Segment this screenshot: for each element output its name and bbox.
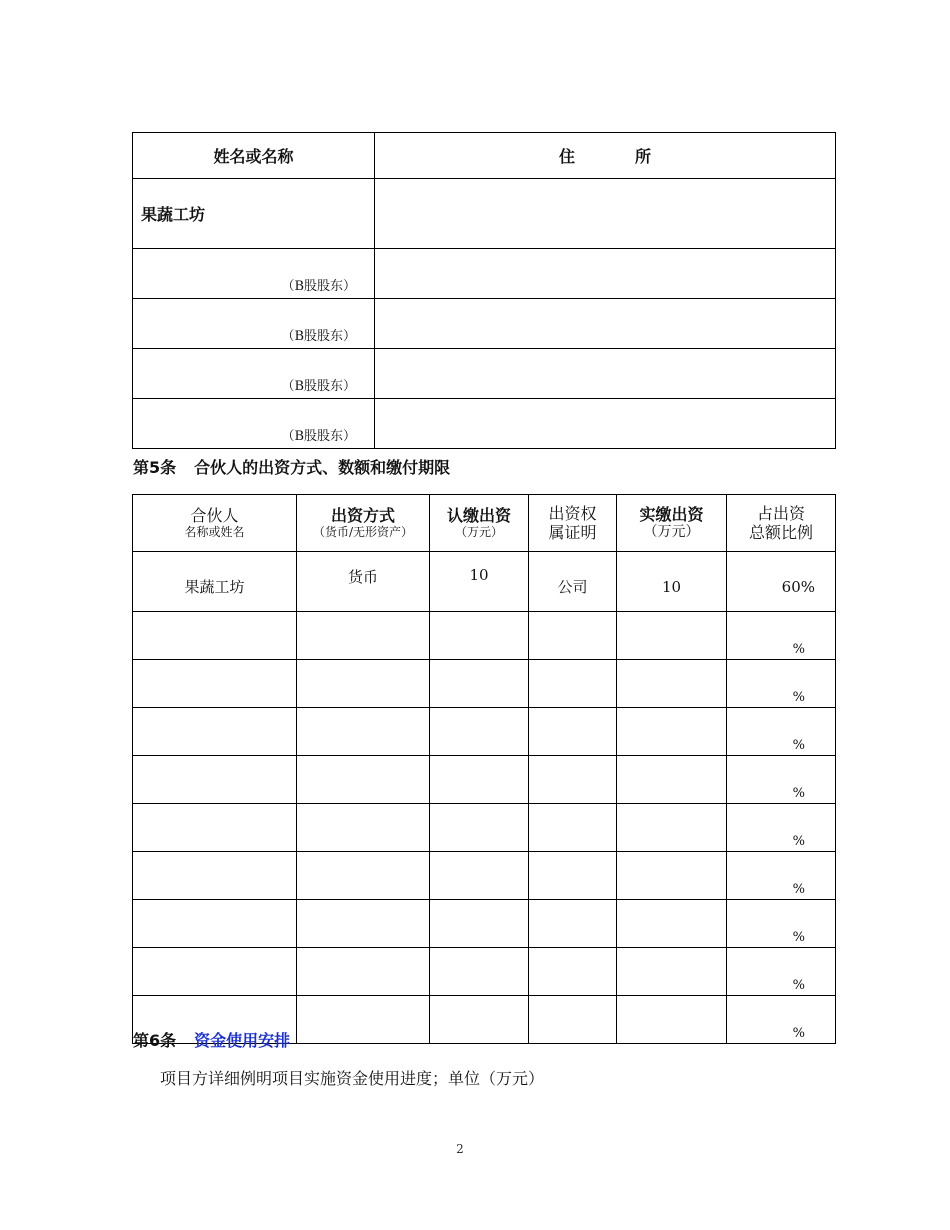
table-cell bbox=[297, 900, 430, 948]
ratio-cell: % bbox=[727, 900, 836, 948]
ratio-cell: % bbox=[727, 852, 836, 900]
body-paragraph: 项目方详细例明项目实施资金使用进度；单位（万元） bbox=[160, 1069, 545, 1088]
header-ratio bbox=[727, 495, 836, 552]
header-partner bbox=[133, 495, 297, 552]
section-5-title: 合伙人的出资方式、数额和缴付期限 bbox=[194, 458, 451, 477]
table-cell bbox=[617, 852, 727, 900]
table-cell bbox=[617, 900, 727, 948]
table-row bbox=[133, 399, 836, 449]
header-proof bbox=[529, 495, 617, 552]
header-ratio-sub: 总额比例 bbox=[748, 523, 813, 542]
header-subscribed-main: 认缴出资 bbox=[446, 506, 511, 526]
table-cell bbox=[529, 996, 617, 1044]
header-method-main: 出资方式 bbox=[330, 506, 395, 526]
table-cell bbox=[133, 852, 297, 900]
header-partner-main: 合伙人 bbox=[190, 506, 239, 526]
table-cell bbox=[430, 804, 529, 852]
ratio-cell: % bbox=[727, 804, 836, 852]
table-row bbox=[133, 660, 836, 708]
table-cell bbox=[297, 708, 430, 756]
b-shareholder-note: （B股股东） bbox=[133, 249, 375, 299]
table-cell bbox=[133, 900, 297, 948]
section-6-heading bbox=[133, 1028, 290, 1051]
header-method bbox=[297, 495, 430, 552]
table-row bbox=[133, 948, 836, 996]
table-header-row bbox=[133, 495, 836, 552]
table-row bbox=[133, 179, 836, 249]
table-cell bbox=[529, 852, 617, 900]
address-cell bbox=[375, 299, 836, 349]
b-shareholder-note: （B股股东） bbox=[133, 399, 375, 449]
ownership-proof: 公司 bbox=[529, 552, 617, 612]
address-cell bbox=[375, 399, 836, 449]
header-address-char-1: 住 bbox=[558, 147, 575, 166]
table-cell bbox=[297, 996, 430, 1044]
section-6-label: 第6条 bbox=[133, 1031, 177, 1050]
contribution-ratio: 60% bbox=[727, 552, 836, 612]
table-cell bbox=[529, 660, 617, 708]
table-cell bbox=[617, 804, 727, 852]
table-header-row bbox=[133, 133, 836, 179]
header-address bbox=[375, 133, 836, 179]
table-cell bbox=[617, 756, 727, 804]
shareholder-address-table bbox=[132, 132, 836, 449]
table-cell bbox=[297, 660, 430, 708]
page-number: 2 bbox=[456, 1142, 464, 1156]
table-cell bbox=[617, 660, 727, 708]
paid-amount: 10 bbox=[617, 552, 727, 612]
table-row bbox=[133, 852, 836, 900]
table-cell bbox=[430, 852, 529, 900]
table-row bbox=[133, 552, 836, 612]
header-subscribed bbox=[430, 495, 529, 552]
table-cell bbox=[529, 708, 617, 756]
header-address-char-2: 所 bbox=[635, 147, 652, 166]
table-cell bbox=[430, 996, 529, 1044]
contribution-method: 货币 bbox=[297, 552, 430, 612]
table-cell bbox=[133, 612, 297, 660]
ratio-cell: % bbox=[727, 660, 836, 708]
table-cell bbox=[617, 612, 727, 660]
address-cell bbox=[375, 349, 836, 399]
table-cell bbox=[297, 612, 430, 660]
table-cell bbox=[617, 996, 727, 1044]
b-shareholder-note: （B股股东） bbox=[133, 299, 375, 349]
table-cell bbox=[430, 900, 529, 948]
table-cell bbox=[133, 756, 297, 804]
table-cell bbox=[529, 756, 617, 804]
shareholder-address bbox=[375, 179, 836, 249]
table-cell bbox=[529, 804, 617, 852]
table-row bbox=[133, 299, 836, 349]
table-row bbox=[133, 249, 836, 299]
shareholder-name: 果蔬工坊 bbox=[133, 179, 375, 249]
table-row bbox=[133, 804, 836, 852]
table-cell bbox=[529, 948, 617, 996]
table-cell bbox=[617, 708, 727, 756]
table-cell bbox=[297, 852, 430, 900]
ratio-cell: % bbox=[727, 708, 836, 756]
header-ratio-main: 占出资 bbox=[756, 503, 805, 523]
table-cell bbox=[133, 948, 297, 996]
table-row bbox=[133, 349, 836, 399]
table-cell bbox=[430, 708, 529, 756]
table-row bbox=[133, 612, 836, 660]
table-row bbox=[133, 708, 836, 756]
table-cell bbox=[430, 660, 529, 708]
header-partner-sub: 名称或姓名 bbox=[184, 525, 245, 540]
header-method-sub: （货币/无形资产） bbox=[312, 525, 414, 540]
contribution-table bbox=[132, 494, 836, 1044]
header-name: 姓名或名称 bbox=[133, 133, 375, 179]
partner-name: 果蔬工坊 bbox=[133, 552, 297, 612]
section-6-title: 资金使用安排 bbox=[194, 1031, 291, 1050]
header-proof-main: 出资权 bbox=[548, 503, 597, 523]
table-cell bbox=[297, 756, 430, 804]
table-cell bbox=[430, 756, 529, 804]
table-cell bbox=[297, 948, 430, 996]
header-paid-main: 实缴出资 bbox=[639, 505, 704, 524]
header-proof-sub: 属证明 bbox=[548, 523, 597, 542]
table-cell bbox=[430, 948, 529, 996]
header-subscribed-sub: （万元） bbox=[454, 525, 503, 540]
section-5-heading bbox=[133, 455, 450, 478]
table-cell bbox=[617, 948, 727, 996]
table-cell bbox=[430, 612, 529, 660]
table-row bbox=[133, 756, 836, 804]
table-cell bbox=[529, 612, 617, 660]
ratio-cell: % bbox=[727, 996, 836, 1044]
header-paid bbox=[617, 495, 727, 552]
subscribed-amount: 10 bbox=[430, 552, 529, 612]
header-paid-sub: （万元） bbox=[643, 524, 700, 541]
section-5-label: 第5条 bbox=[133, 458, 177, 477]
ratio-cell: % bbox=[727, 612, 836, 660]
table-cell bbox=[133, 708, 297, 756]
table-cell bbox=[529, 900, 617, 948]
table-cell bbox=[297, 804, 430, 852]
b-shareholder-note: （B股股东） bbox=[133, 349, 375, 399]
table-cell bbox=[133, 660, 297, 708]
address-cell bbox=[375, 249, 836, 299]
table-cell bbox=[133, 804, 297, 852]
ratio-cell: % bbox=[727, 948, 836, 996]
table-row bbox=[133, 900, 836, 948]
ratio-cell: % bbox=[727, 756, 836, 804]
